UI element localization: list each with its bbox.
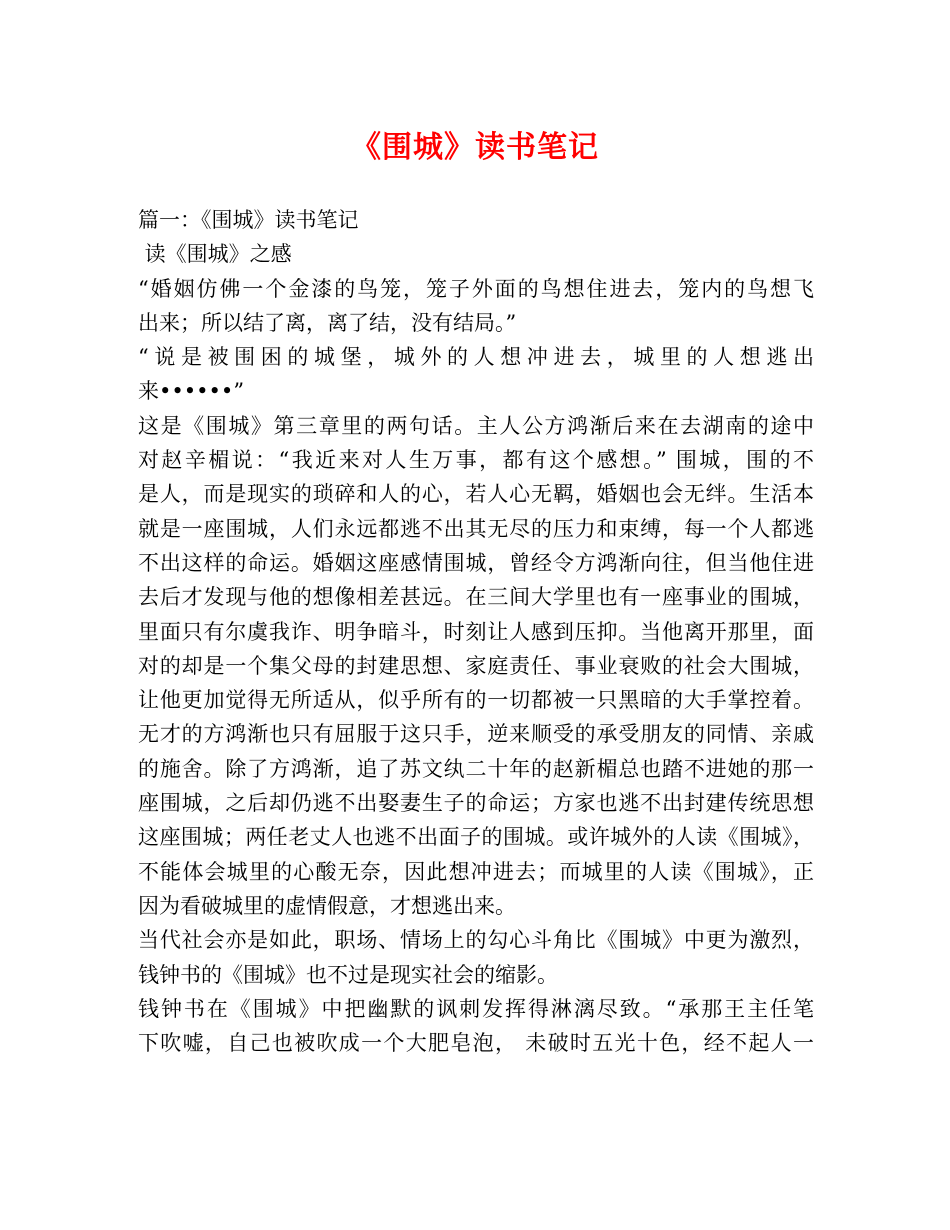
text-line: 下吹嘘，自己也被吹成一个大肥皂泡， 未破时五光十色，经不起人一 (138, 1031, 814, 1056)
subheading: 读《围城》之感 (138, 242, 292, 267)
text-line: 出来；所以结了离，离了结，没有结局。” (138, 310, 517, 335)
text-line: 里面只有尔虞我诈、明争暗斗，时刻让人感到压抑。当他离开那里，面 (138, 619, 814, 644)
text-line: 这是《围城》第三章里的两句话。主人公方鸿渐后来在去湖南的途中 (138, 413, 814, 438)
text-line: 让他更加觉得无所适从，似乎所有的一切都被一只黑暗的大手掌控着。 (138, 688, 814, 713)
text-line: 这座围城；两任老丈人也逃不出面子的围城。或许城外的人读《围城》， (138, 825, 814, 850)
text-line: 当代社会亦是如此，职场、情场上的勾心斗角比《围城》中更为激烈， (138, 928, 814, 953)
text-line: 对赵辛楣说：“我近来对人生万事，都有这个感想。” 围城，围的不 (138, 448, 814, 473)
text-line: 钱钟书在《围城》中把幽默的讽刺发挥得淋漓尽致。“承那王主任笔 (138, 996, 814, 1021)
text-line: 来••••••” (138, 379, 245, 404)
text-line: 因为看破城里的虚情假意，才想逃出来。 (138, 893, 516, 918)
document-title: 《围城》读书笔记 (351, 130, 599, 165)
text-line: 无才的方鸿渐也只有屈服于这只手，逆来顺受的承受朋友的同情、亲戚 (138, 722, 814, 747)
text-line: “说是被围困的城堡，城外的人想冲进去，城里的人想逃出 (138, 345, 814, 370)
text-line: 对的却是一个集父母的封建思想、家庭责任、事业衰败的社会大围城， (138, 653, 814, 678)
text-line: 不能体会城里的心酸无奈，因此想冲进去；而城里的人读《围城》，正 (138, 859, 814, 884)
text-line: 座围城，之后却仍逃不出娶妻生子的命运；方家也逃不出封建传统思想 (138, 791, 814, 816)
text-line: 就是一座围城，人们永远都逃不出其无尽的压力和束缚，每一个人都逃 (138, 516, 814, 541)
text-line: 的施舍。除了方鸿渐，追了苏文纨二十年的赵新楣总也踏不进她的那一 (138, 756, 814, 781)
text-line: 不出这样的命运。婚姻这座感情围城，曾经令方鸿渐向往，但当他住进 (138, 550, 814, 575)
text-line: 去后才发现与他的想像相差甚远。在三间大学里也有一座事业的围城， (138, 585, 814, 610)
document-body (138, 203, 814, 1060)
section-heading: 篇一：《围城》读书笔记 (138, 208, 359, 232)
text-line: 是人，而是现实的琐碎和人的心，若人心无羁，婚姻也会无绊。生活本 (138, 482, 814, 507)
text-line: “婚姻仿佛一个金漆的鸟笼，笼子外面的鸟想住进去，笼内的鸟想飞 (138, 276, 814, 301)
text-line: 钱钟书的《围城》也不过是现实社会的缩影。 (138, 962, 558, 987)
